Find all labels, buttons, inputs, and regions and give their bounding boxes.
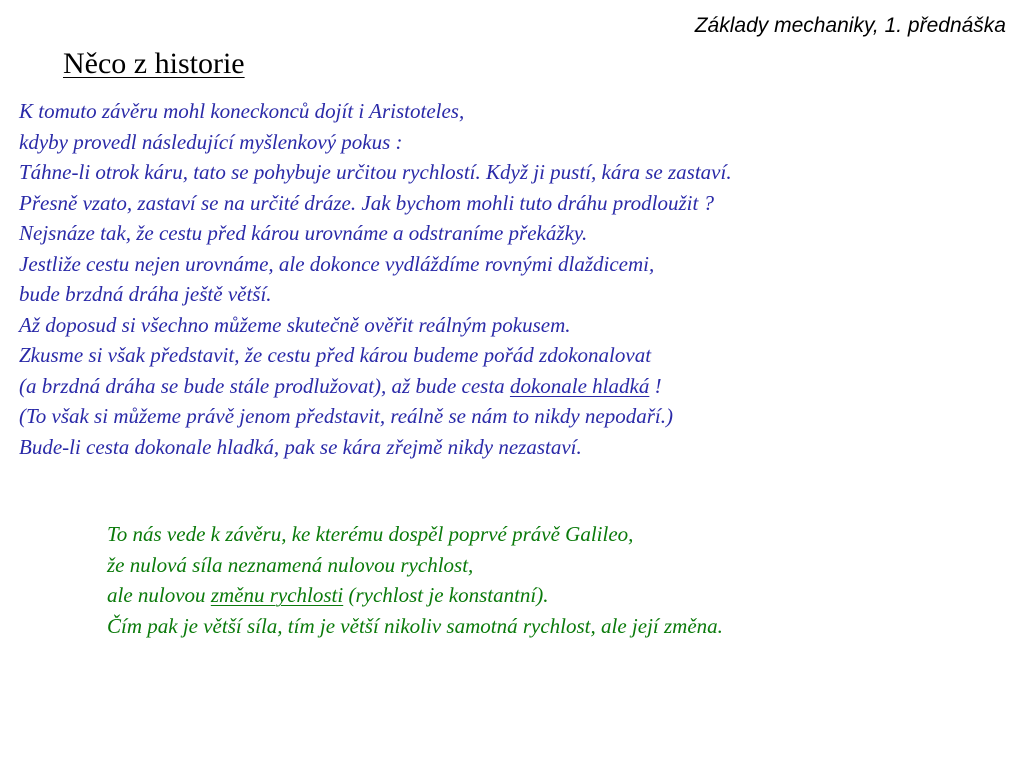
text-fragment: ! — [649, 373, 662, 398]
text-line: (To však si můžeme právě jenom představit, reálně se nám to nikdy nepodaří.) — [19, 404, 673, 428]
text-fragment: ale nulovou — [107, 583, 211, 607]
underlined-phrase-change-of-velocity: změnu rychlosti — [210, 583, 344, 607]
text-line-perfectly-smooth — [19, 371, 732, 402]
text-line: bude brzdná dráha ještě větší. — [19, 282, 272, 306]
text-line-change-of-velocity — [107, 580, 723, 611]
text-line: Až doposud si všechno můžeme skutečně ověřit reálným pokusem. — [19, 312, 571, 337]
slide-title: Něco z historie — [63, 47, 245, 80]
text-line: že nulová síla neznamená nulovou rychlost, — [107, 552, 474, 577]
text-line: Přesně vzato, zastaví se na určité dráze. Jak bychom mohli tuto dráhu prodloužit ? — [19, 190, 715, 215]
course-header: Základy mechaniky, 1. přednáška — [694, 14, 1006, 37]
galileo-conclusion-text — [107, 519, 723, 641]
aristotle-thought-experiment-text — [19, 96, 732, 462]
text-line: To nás vede k závěru, ke kterému dospěl poprvé právě Galileo, — [107, 522, 634, 546]
text-fragment: (a brzdná dráha se bude stále prodlužovat), až bude cesta — [19, 373, 510, 398]
text-line: Zkusme si však představit, že cestu před károu budeme pořád zdokonalovat — [19, 343, 652, 367]
text-line: K tomuto závěru mohl koneckonců dojít i Aristoteles, — [19, 99, 465, 123]
text-line: Bude-li cesta dokonale hladká, pak se kára zřejmě nikdy nezastaví. — [19, 434, 582, 459]
text-line: Nejsnáze tak, že cestu před károu urovnáme a odstraníme překážky. — [19, 221, 588, 245]
underlined-phrase-perfectly-smooth: dokonale hladká — [509, 373, 650, 398]
text-fragment: (rychlost je konstantní). — [343, 583, 549, 607]
text-line: Čím pak je větší síla, tím je větší nikoliv samotná rychlost, ale její změna. — [107, 613, 723, 638]
text-line: Jestliže cestu nejen urovnáme, ale dokonce vydláždíme rovnými dlaždicemi, — [19, 251, 655, 276]
text-line: kdyby provedl následující myšlenkový pokus : — [19, 129, 403, 154]
text-line: Táhne-li otrok káru, tato se pohybuje určitou rychlostí. Když ji pustí, kára se zastaví. — [19, 160, 732, 184]
